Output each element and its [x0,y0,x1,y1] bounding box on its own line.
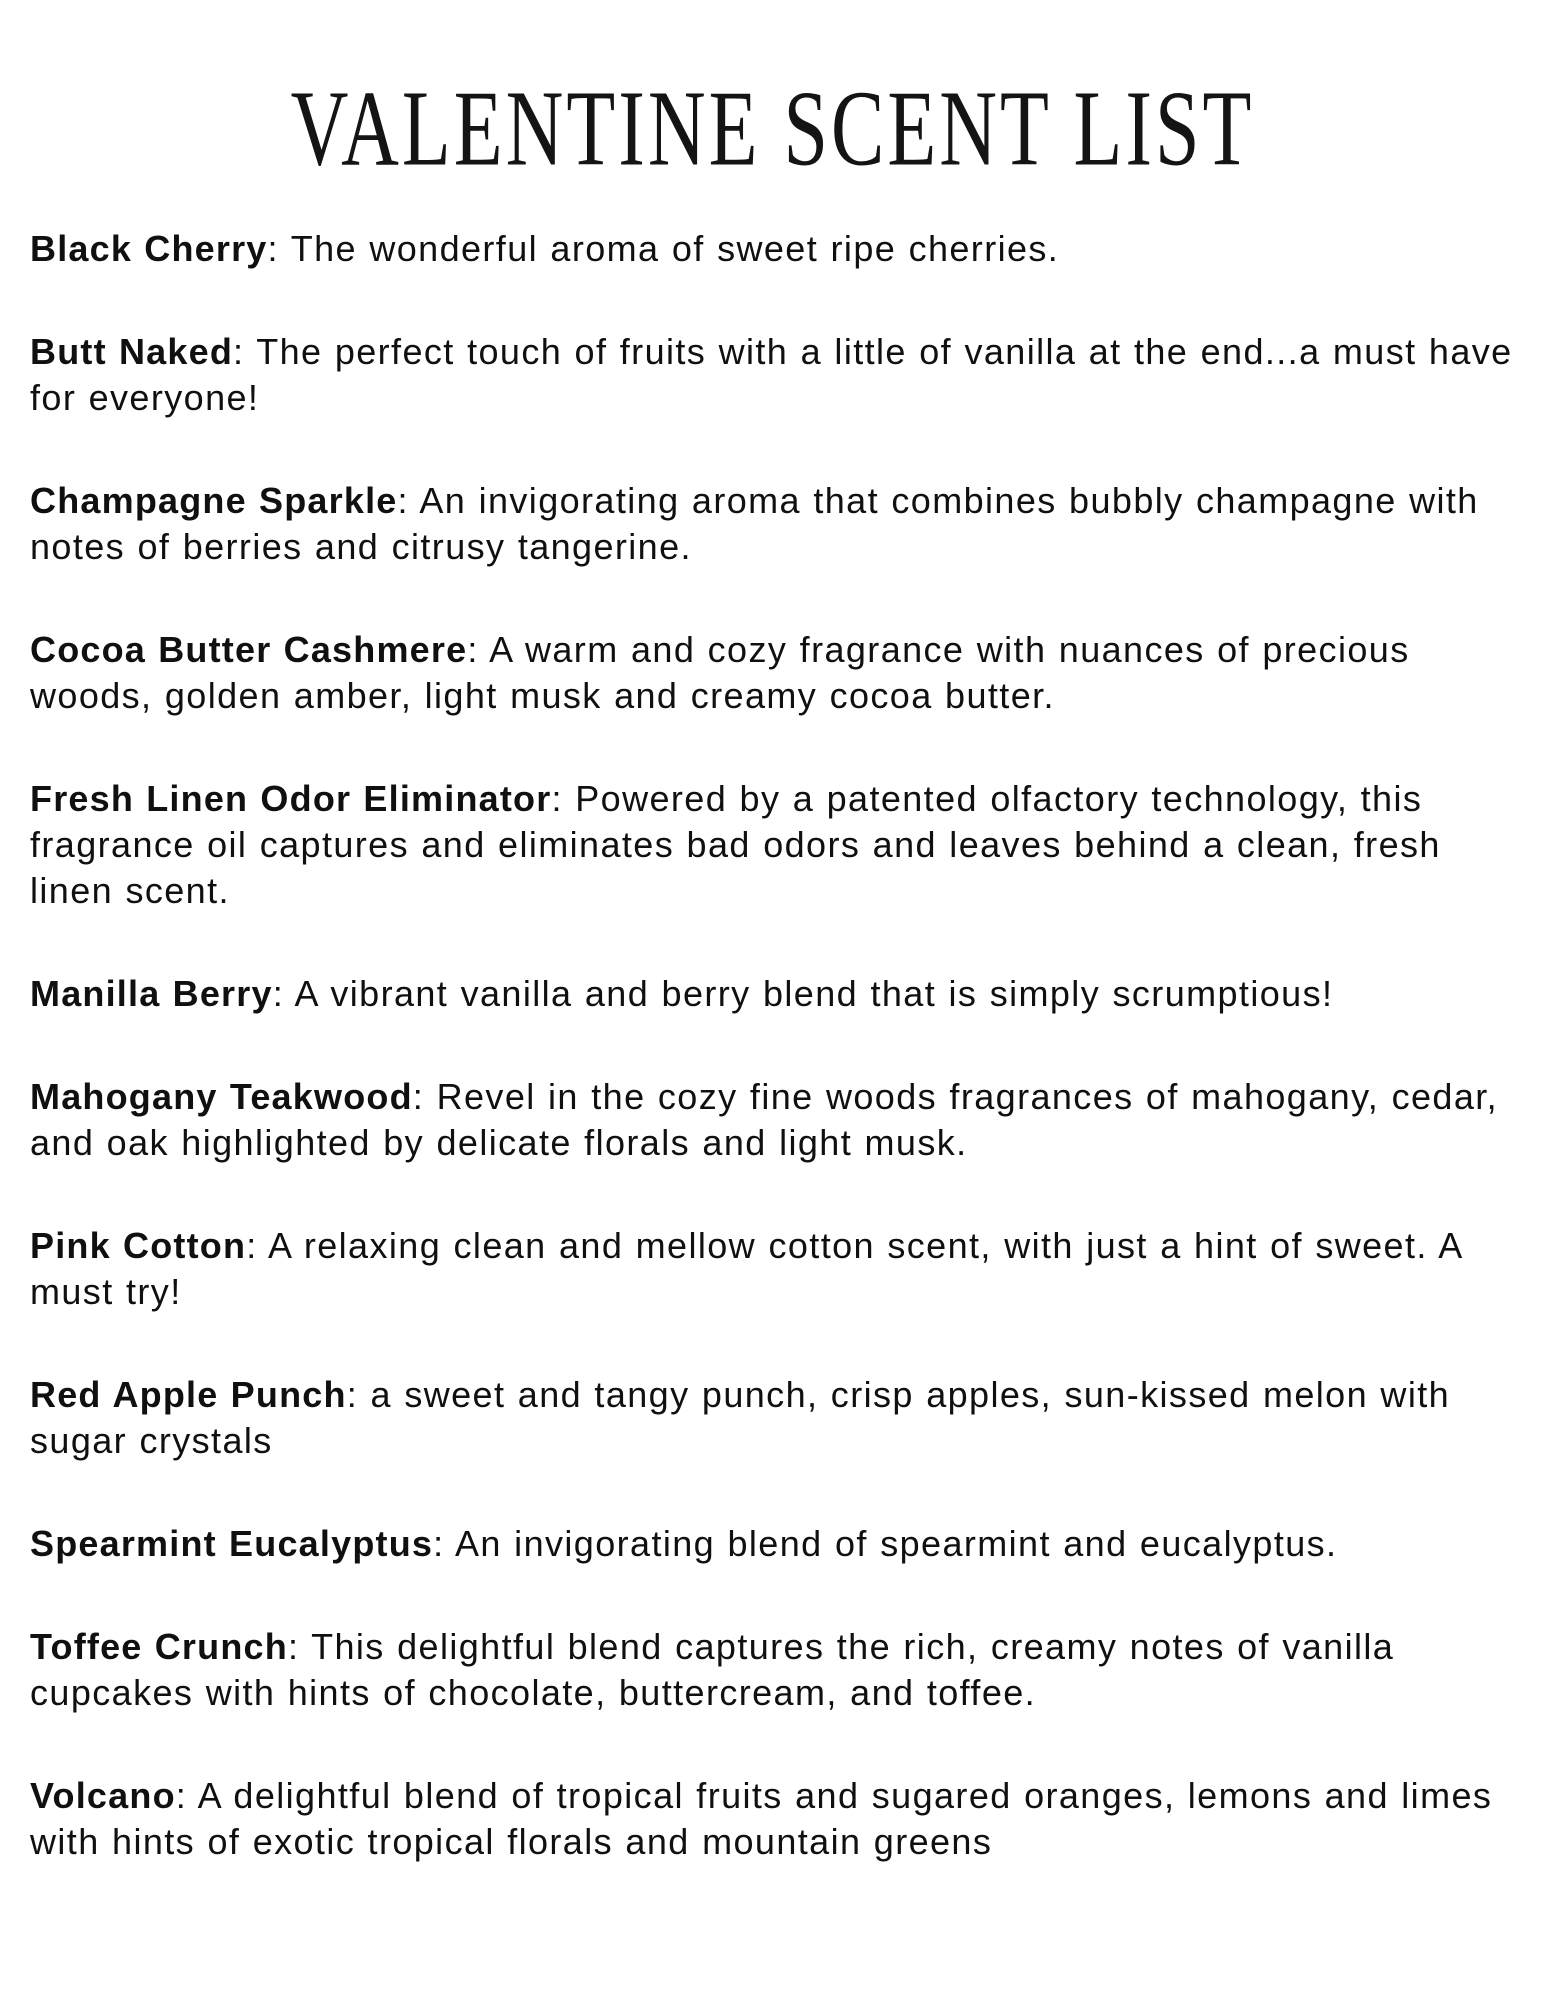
scent-description: The wonderful aroma of sweet ripe cherries. [290,228,1060,269]
scent-item [30,329,1515,421]
scent-name: Manilla Berry [30,973,273,1014]
scent-name: Red Apple Punch [30,1374,347,1415]
scent-description: Powered by a patented olfactory technology, this fragrance oil captures and eliminates bad odors and leaves behind a clean, fresh linen scent. [30,778,1441,911]
scent-description: An invigorating aroma that combines bubbly champagne with notes of berries and citrusy tangerine. [30,480,1479,567]
scent-item [30,627,1515,719]
scent-description: A vibrant vanilla and berry blend that is simply scrumptious! [294,973,1334,1014]
scent-colon: : [272,973,295,1014]
scent-description: The perfect touch of fruits with a little of vanilla at the end...a must have for everyone! [30,331,1513,418]
scent-description: A delightful blend of tropical fruits and sugared oranges, lemons and limes with hints of exotic tropical florals and mountain greens [30,1775,1493,1862]
scent-colon: : [246,1225,269,1266]
scent-item [30,478,1515,570]
scent-description: Revel in the cozy fine woods fragrances of mahogany, cedar, and oak highlighted by delicate florals and light musk. [30,1076,1499,1163]
scent-list [0,226,1545,1865]
scent-item [30,1773,1515,1865]
scent-item [30,1223,1515,1315]
scent-item [30,971,1515,1017]
scent-colon: : [346,1374,371,1415]
scent-name: Fresh Linen Odor Eliminator [30,778,552,819]
scent-description: A relaxing clean and mellow cotton scent, with just a hint of sweet. A must try! [30,1225,1462,1312]
scent-colon: : [233,331,257,372]
scent-description: A warm and cozy fragrance with nuances of precious woods, golden amber, light musk and creamy cocoa butter. [30,629,1410,716]
scent-name: Toffee Crunch [30,1626,288,1667]
scent-colon: : [397,480,420,521]
scent-description: a sweet and tangy punch, crisp apples, sun-kissed melon with sugar crystals [30,1374,1451,1461]
scent-colon: : [412,1076,437,1117]
scent-item [30,776,1515,914]
scent-colon: : [467,629,490,670]
scent-description: This delightful blend captures the rich, creamy notes of vanilla cupcakes with hints of chocolate, buttercream, and toffee. [30,1626,1395,1713]
scent-colon: : [175,1775,198,1816]
scent-description: An invigorating blend of spearmint and eucalyptus. [454,1523,1338,1564]
scent-colon: : [551,778,576,819]
scent-item [30,1372,1515,1464]
scent-item [30,1624,1515,1716]
scent-name: Black Cherry [30,228,268,269]
scent-name: Butt Naked [30,331,234,372]
scent-name: Pink Cotton [30,1225,247,1266]
page-title: VALENTINE SCENT LIST [290,69,1255,189]
scent-name: Champagne Sparkle [30,480,398,521]
scent-item [30,1521,1515,1567]
scent-colon: : [433,1523,455,1564]
scent-item [30,1074,1515,1166]
scent-name: Spearmint Eucalyptus [30,1523,434,1564]
scent-name: Mahogany Teakwood [30,1076,413,1117]
scent-name: Cocoa Butter Cashmere [30,629,468,670]
scent-name: Volcano [30,1775,176,1816]
scent-colon: : [287,1626,312,1667]
scent-colon: : [267,228,291,269]
